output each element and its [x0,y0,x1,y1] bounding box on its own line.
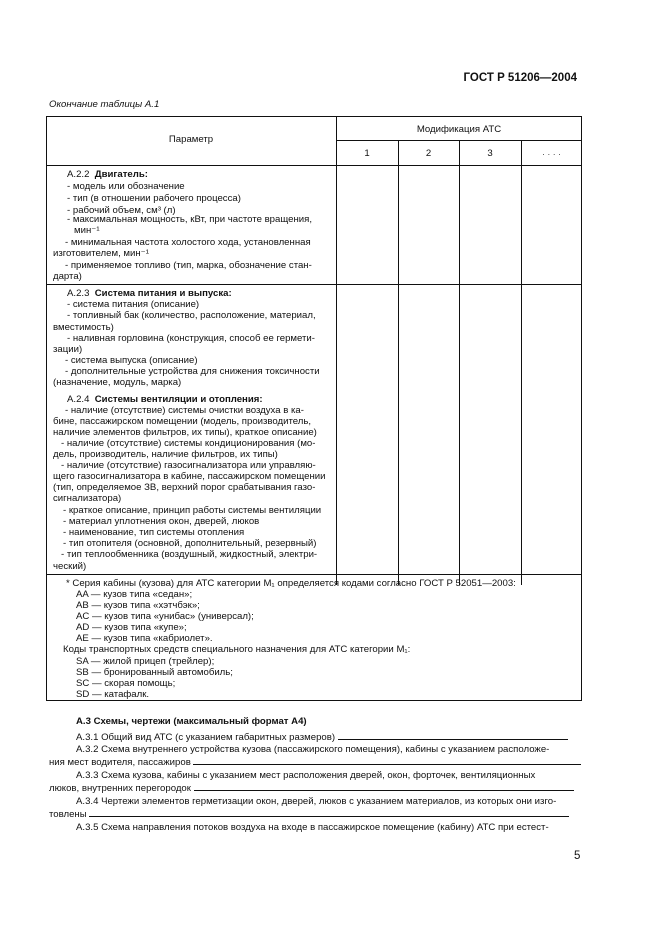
a3-item: А.3.4 Чертежи элементов герметизации окон, дверей, люков с указанием материалов, из которых они изго- [76,796,557,807]
section-number: А.2.4 [67,394,90,405]
list-item: - применяемое топливо (тип, марка, обозначение стан- [65,260,312,271]
footnote-line: AD — кузов типа «купе»; [76,622,187,633]
section-number: А.2.2 [67,169,90,180]
list-item: бине, пассажирском помещении (модель, производитель, [53,416,312,427]
fill-line [193,756,581,765]
table-divider [398,140,399,585]
list-item: вместимость) [53,322,114,333]
section-heading: Двигатель: [94,169,148,180]
list-item: - наличие (отсутствие) газосигнализатора или управляю- [61,460,316,471]
section-a3-title: А.3 Схемы, чертежи (максимальный формат А4) [76,716,307,727]
list-item: (тип, определяемое ЗВ, верхний порог срабатывания газо- [53,482,316,493]
footnote-line: AB — кузов типа «хэтчбэк»; [76,600,200,611]
list-item: зации) [53,344,83,355]
list-item: - система выпуска (описание) [65,355,198,366]
table-divider [46,574,582,575]
list-item: - максимальная мощность, кВт, при частоте вращения, [67,214,312,225]
footnote-line: SB — бронированный автомобиль; [76,667,233,678]
list-item: - тип отопителя (основной, дополнительный, резервный) [63,538,317,549]
a3-item: А.3.5 Схема направления потоков воздуха на входе в пассажирское помещение (кабину) АТС при естест- [76,822,549,833]
fill-line [194,782,574,791]
a3-item [76,731,581,743]
footnote-line: SD — катафалк. [76,689,150,700]
a3-item-cont [49,756,581,768]
mod-column-more: . . . . [542,147,561,158]
section-title [67,394,263,405]
a3-item-cont [49,782,581,794]
mod-column-1: 1 [364,148,370,159]
list-item: - наличие (отсутствие) системы кондиционирования (мо- [61,438,316,449]
page-number: 5 [574,850,581,862]
a3-item-text: люков, внутренних перегородок [49,783,191,794]
list-item: (назначение, модуль, марка) [53,377,182,388]
table-divider [521,140,522,585]
list-item: - дополнительные устройства для снижения токсичности [65,366,320,377]
section-number: А.2.3 [67,288,90,299]
section-title [67,288,232,299]
table-caption: Окончание таблицы А.1 [49,99,160,110]
list-item: - система питания (описание) [67,299,200,310]
a3-item-text: товлены [49,809,87,820]
table-divider [459,140,460,585]
a3-item-text: А.3.1 Общий вид АТС (с указанием габаритных размеров) [76,732,336,743]
column-header-parameter: Параметр [168,134,214,145]
list-item: - тип теплообменника (воздушный, жидкостный, электри- [61,549,318,560]
mod-column-2: 2 [425,148,432,159]
a3-item: А.3.3 Схема кузова, кабины с указанием мест расположения дверей, окон, форточек, вентиляционных [76,770,536,781]
footnote-line: AA — кузов типа «седан»; [76,589,193,600]
list-item: изготовителем, мин⁻¹ [53,248,149,259]
list-item: - наливная горловина (конструкция, способ ее гермети- [67,333,315,344]
section-title [67,169,148,180]
table-divider [336,140,582,141]
section-heading: Системы вентиляции и отопления: [94,394,263,405]
list-item: наличие элементов фильтров, их типы), краткое описание) [53,427,317,438]
footnote-line: AC — кузов типа «унибас» (универсал); [76,611,254,622]
list-item: сигнализатора) [53,493,122,504]
list-item: - топливный бак (количество, расположение, материал, [67,310,316,321]
list-item: - рабочий объем, см³ (л) [67,205,176,216]
a3-item-cont [49,808,581,820]
table-divider [46,284,582,285]
list-item: щего газосигнализатора в кабине, пассажирском помещении [53,471,326,482]
list-item: - наименование, тип системы отопления [63,527,245,538]
table-divider [336,116,337,585]
footnote-line: AE — кузов типа «кабриолет». [76,633,213,644]
footnote-line: SC — скорая помощь; [76,678,176,689]
list-item: - краткое описание, принцип работы системы вентиляции [63,505,322,516]
column-header-modification: Модификация АТС [416,124,502,135]
list-item: мин⁻¹ [74,225,100,236]
list-item: дарта) [53,271,82,282]
a3-item: А.3.2 Схема внутреннего устройства кузова (пассажирского помещения), кабины с указанием расположе- [76,744,550,755]
fill-line [89,808,569,817]
mod-column-3: 3 [487,148,493,159]
fill-line [338,731,568,740]
list-item: - материал уплотнения окон, дверей, люков [63,516,260,527]
table-divider [46,165,582,166]
footnote-line: SA — жилой прицеп (трейлер); [76,656,215,667]
a3-item-text: ния мест водителя, пассажиров [49,757,191,768]
footnote-line: * Серия кабины (кузова) для АТС категории М₁ определяется кодами согласно ГОСТ Р 52051—2003: [66,578,516,589]
list-item: - минимальная частота холостого хода, установленная [65,237,311,248]
list-item: - тип (в отношении рабочего процесса) [67,193,241,204]
section-heading: Система питания и выпуска: [94,288,232,299]
list-item: дель, производитель, наличие фильтров, их типы) [53,449,278,460]
list-item: - наличие (отсутствие) системы очистки воздуха в ка- [65,405,304,416]
standard-header: ГОСТ Р 51206—2004 [463,72,577,84]
list-item: - модель или обозначение [67,181,185,192]
footnote-line: Коды транспортных средств специального назначения для АТС категории М₁: [63,644,411,655]
list-item: ческий) [53,561,87,572]
